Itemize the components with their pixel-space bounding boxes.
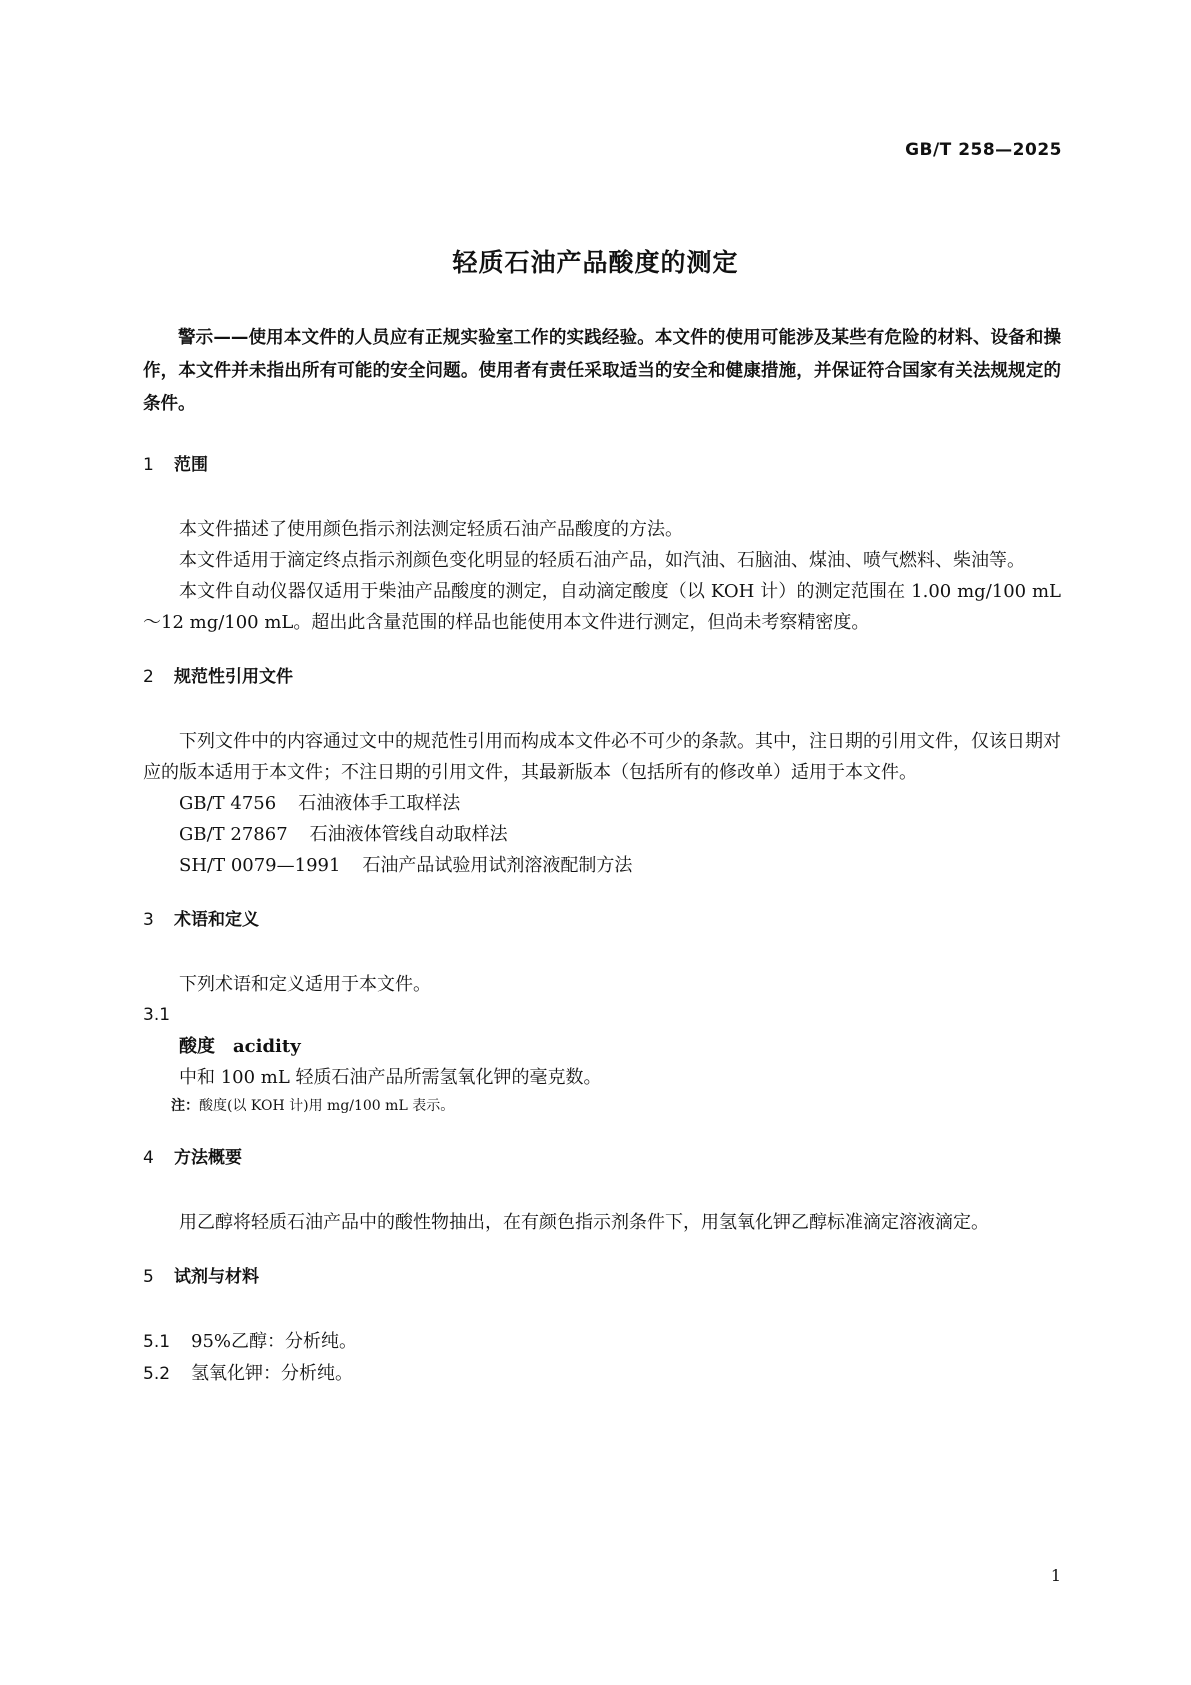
reagent-item [143, 1358, 1061, 1390]
reference-item [143, 819, 1061, 850]
warning-paragraph: 警示——使用本文件的人员应有正规实验室工作的实践经验。本文件的使用可能涉及某些有危险的材料、设备和操作，本文件并未指出所有可能的安全问题。使用者有责任采取适当的安全和健康措施，并保证符合国家有关法规规定的条件。 [143, 328, 1061, 414]
terms-intro: 下列术语和定义适用于本文件。 [179, 974, 431, 995]
scope-paragraph: 本文件描述了使用颜色指示剂法测定轻质石油产品酸度的方法。 [179, 519, 683, 540]
scope-paragraph: 本文件适用于滴定终点指示剂颜色变化明显的轻质石油产品，如汽油、石脑油、煤油、喷气燃料、柴油等。 [179, 550, 1025, 571]
document-body [143, 322, 1061, 1390]
term-english: acidity [233, 1036, 301, 1057]
section-5-heading [143, 1262, 1061, 1292]
reference-title: 石油液体管线自动取样法 [309, 824, 508, 845]
term-definition: 中和 100 mL 轻质石油产品所需氢氧化钾的毫克数。 [179, 1067, 602, 1088]
section-title: 术语和定义 [174, 910, 259, 930]
section-title: 方法概要 [174, 1148, 242, 1168]
section-number: 2 [143, 667, 154, 687]
section-1-heading [143, 450, 1061, 480]
document-title: 轻质石油产品酸度的测定 [452, 248, 739, 277]
term-entry [143, 1031, 1061, 1062]
normative-refs-intro: 下列文件中的内容通过文中的规范性引用而构成本文件必不可少的条款。其中，注日期的引用文件，仅该日期对应的版本适用于本文件；不注日期的引用文件，其最新版本（包括所有的修改单）适用于本文件。 [143, 731, 1061, 783]
reagent-number: 5.2 [143, 1364, 171, 1384]
reagent-text: 氢氧化钾：分析纯。 [191, 1363, 353, 1384]
reference-code: GB/T 4756 [179, 793, 277, 814]
reagent-item [143, 1326, 1061, 1358]
reference-title: 石油产品试验用试剂溶液配制方法 [362, 855, 633, 876]
reference-title: 石油液体手工取样法 [298, 793, 461, 814]
page-number: 1 [1050, 1566, 1061, 1585]
note-text: 酸度(以 KOH 计)用 mg/100 mL 表示。 [199, 1098, 455, 1114]
reference-code: SH/T 0079—1991 [179, 855, 341, 876]
method-paragraph: 用乙醇将轻质石油产品中的酸性物抽出，在有颜色指示剂条件下，用氢氧化钾乙醇标准滴定溶液滴定。 [179, 1212, 989, 1233]
section-3-heading [143, 905, 1061, 935]
term-chinese: 酸度 [179, 1036, 215, 1057]
scope-paragraph: 本文件自动仪器仅适用于柴油产品酸度的测定，自动滴定酸度（以 KOH 计）的测定范围在 1.00 mg/100 mL～12 mg/100 mL。超出此含量范围的样品也能使用本文件进行测定，但尚未考察精密度。 [143, 581, 1061, 633]
section-4-heading [143, 1143, 1061, 1173]
term-entry-number: 3.1 [143, 1005, 171, 1025]
reagent-number: 5.1 [143, 1332, 171, 1352]
reference-item [143, 850, 1061, 881]
note-label: 注： [171, 1098, 199, 1114]
section-2-heading [143, 662, 1061, 692]
reagent-text: 95%乙醇：分析纯。 [191, 1331, 358, 1352]
section-title: 范围 [174, 455, 208, 475]
section-number: 5 [143, 1267, 154, 1287]
section-number: 1 [143, 455, 154, 475]
section-title: 试剂与材料 [174, 1267, 259, 1287]
section-number: 3 [143, 910, 154, 930]
standard-code: GB/T 258—2025 [905, 140, 1062, 160]
section-number: 4 [143, 1148, 154, 1168]
reference-item [143, 788, 1061, 819]
section-title: 规范性引用文件 [174, 667, 293, 687]
term-note [143, 1093, 1061, 1119]
reference-code: GB/T 27867 [179, 824, 288, 845]
